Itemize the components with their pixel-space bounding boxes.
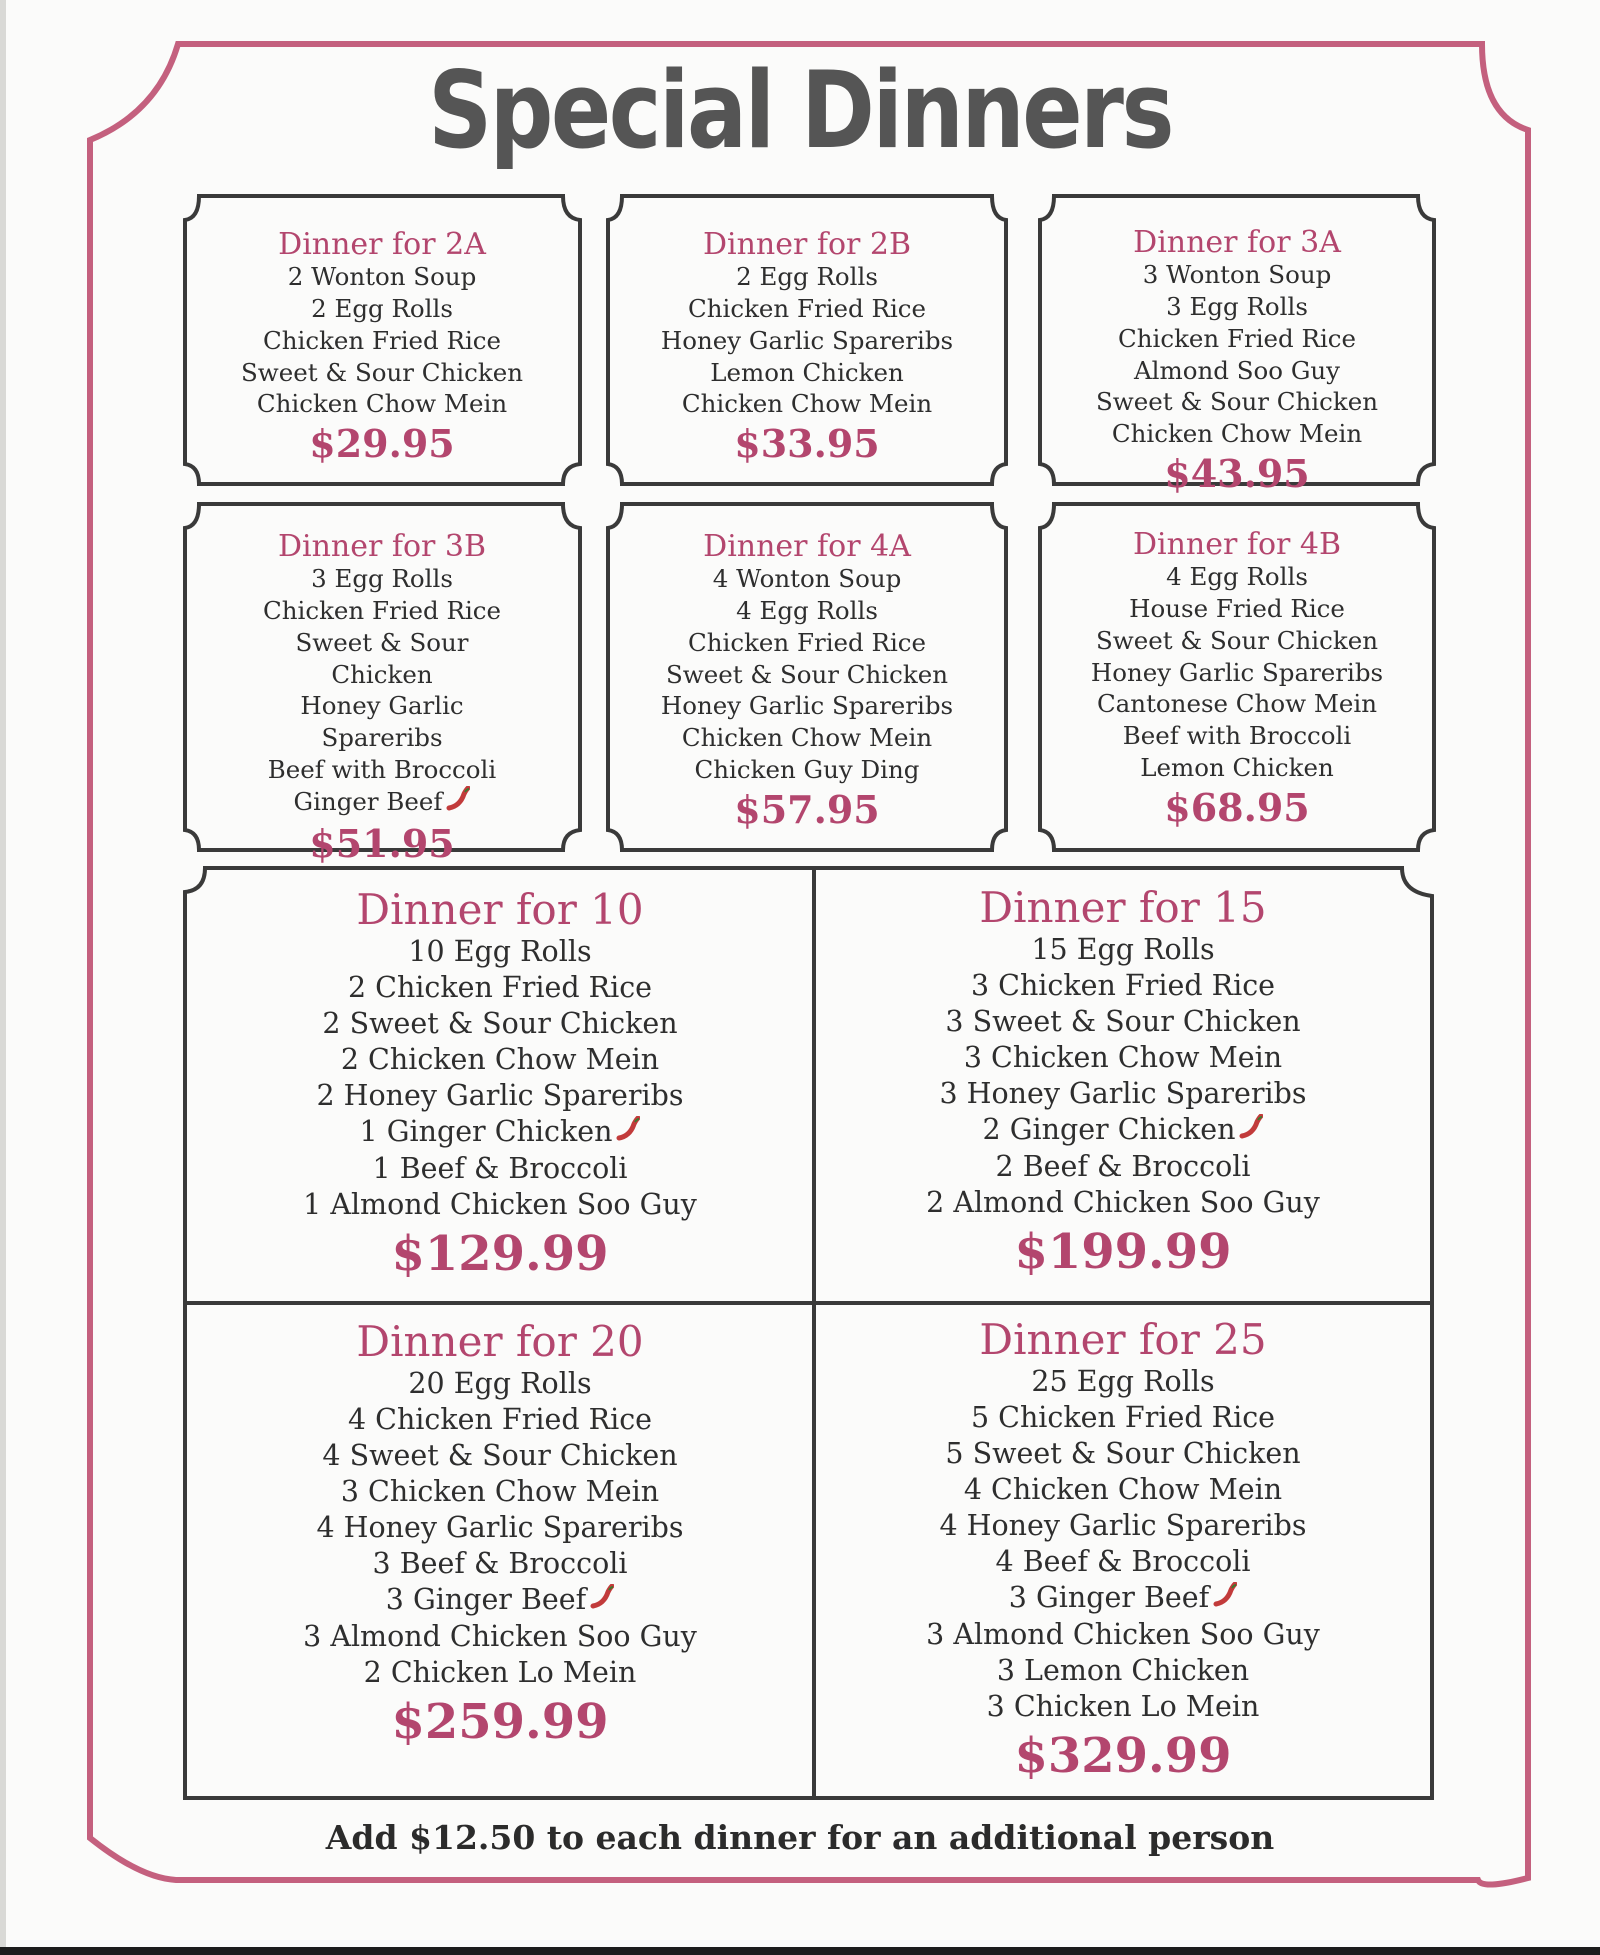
dinner-item-label: Chicken Chow Mein bbox=[681, 723, 933, 753]
dinner-item-label: 3 Almond Chicken Soo Guy bbox=[303, 1620, 697, 1654]
dinner-item-label: Chicken Fried Rice bbox=[687, 627, 926, 657]
dinner-item-label: 25 Egg Rolls bbox=[1031, 1365, 1215, 1399]
dinner-item-label: 3 Sweet & Sour Chicken bbox=[945, 1005, 1301, 1039]
dinner-item-label: Chicken Fried Rice bbox=[262, 325, 501, 355]
dinner-item-label: Ginger Beef bbox=[293, 786, 443, 816]
dinner-item bbox=[612, 388, 1002, 420]
dinner-item bbox=[612, 659, 1002, 691]
dinner-item-label: 2 Wonton Soup bbox=[287, 262, 477, 291]
dinner-item-label: 3 Lemon Chicken bbox=[996, 1654, 1250, 1688]
dinner-card bbox=[188, 530, 576, 868]
dinner-item bbox=[188, 659, 576, 691]
dinner-item-label: 5 Chicken Fried Rice bbox=[970, 1401, 1276, 1435]
dinner-item-label: 2 Egg Rolls bbox=[311, 293, 453, 323]
dinner-item bbox=[190, 1078, 810, 1114]
dinner-item-label: 2 Honey Garlic Spareribs bbox=[316, 1078, 684, 1112]
dinner-price: $199.99 bbox=[1014, 1224, 1232, 1281]
dinner-item bbox=[188, 293, 576, 325]
dinner-item bbox=[1043, 752, 1431, 784]
dinner-card bbox=[190, 1318, 810, 1753]
dinner-item bbox=[1043, 720, 1431, 752]
dinner-item-label: Chicken Fried Rice bbox=[687, 293, 926, 323]
dinner-item-label: Honey Garlic Spareribs bbox=[1090, 657, 1384, 687]
dinner-item-label: 5 Sweet & Sour Chicken bbox=[945, 1437, 1301, 1471]
dinner-item-label: 3 Chicken Chow Mein bbox=[963, 1041, 1283, 1075]
dinner-item bbox=[612, 627, 1002, 659]
dinner-name: Dinner for 2A bbox=[278, 227, 486, 262]
dinner-item-label: 4 Chicken Fried Rice bbox=[347, 1403, 653, 1437]
dinner-name: Dinner for 10 bbox=[356, 885, 644, 934]
dinner-item-label: 3 Chicken Chow Mein bbox=[340, 1475, 660, 1509]
dinner-item bbox=[818, 1689, 1428, 1725]
chili-pepper-icon bbox=[1211, 1581, 1237, 1617]
dinner-item-label: 1 Almond Chicken Soo Guy bbox=[303, 1188, 697, 1222]
chili-pepper-icon bbox=[588, 1583, 614, 1619]
dinner-item bbox=[190, 1655, 810, 1691]
dinner-item-label: 3 Chicken Lo Mein bbox=[986, 1690, 1260, 1723]
dinner-item bbox=[818, 1508, 1428, 1544]
dinner-item bbox=[612, 325, 1002, 357]
dinner-item bbox=[190, 1402, 810, 1438]
dinner-item bbox=[188, 627, 576, 659]
dinner-item bbox=[188, 722, 576, 754]
dinner-item-label: 3 Ginger Beef bbox=[1008, 1580, 1210, 1614]
dinner-item bbox=[1043, 625, 1431, 657]
dinner-item-label: 2 Beef & Broccoli bbox=[995, 1150, 1251, 1184]
page-title: Special Dinners bbox=[428, 49, 1172, 172]
dinner-item-label: Chicken Chow Mein bbox=[256, 389, 508, 419]
dinner-price: $51.95 bbox=[309, 821, 455, 867]
dinner-item bbox=[190, 1619, 810, 1655]
dinner-item bbox=[818, 1040, 1428, 1076]
dinner-item bbox=[190, 1151, 810, 1187]
dinner-name: Dinner for 15 bbox=[979, 883, 1267, 932]
dinner-item-label: Chicken Chow Mein bbox=[1111, 419, 1363, 449]
dinner-item bbox=[190, 1510, 810, 1546]
dinner-item-label: Beef with Broccoli bbox=[1122, 721, 1352, 751]
dinner-item bbox=[818, 1364, 1428, 1400]
dinner-item bbox=[190, 1114, 810, 1151]
dinner-item bbox=[818, 1185, 1428, 1221]
chili-pepper-icon bbox=[614, 1115, 640, 1151]
dinner-item-label: Cantonese Chow Mein bbox=[1096, 689, 1378, 719]
dinner-item-label: Chicken Chow Mein bbox=[681, 389, 933, 419]
dinner-card bbox=[612, 228, 1002, 468]
dinner-item bbox=[188, 690, 576, 722]
dinner-price: $43.95 bbox=[1164, 451, 1310, 497]
dinner-item bbox=[188, 786, 576, 820]
dinner-item bbox=[1043, 355, 1431, 387]
dinner-item-label: Lemon Chicken bbox=[1140, 753, 1334, 783]
dinner-item bbox=[818, 1004, 1428, 1040]
dinner-item-label: Beef with Broccoli bbox=[267, 755, 497, 785]
dinner-item-label: 4 Honey Garlic Spareribs bbox=[316, 1510, 684, 1544]
dinner-name: Dinner for 25 bbox=[979, 1315, 1267, 1364]
dinner-item-label: 4 Egg Rolls bbox=[1166, 562, 1308, 591]
dinner-item bbox=[818, 1149, 1428, 1185]
dinner-price: $129.99 bbox=[391, 1226, 609, 1283]
dinner-item bbox=[818, 1400, 1428, 1436]
dinner-item bbox=[818, 1112, 1428, 1149]
dinner-item bbox=[1043, 386, 1431, 418]
dinner-name: Dinner for 4A bbox=[703, 529, 911, 564]
dinner-item-label: 3 Honey Garlic Spareribs bbox=[939, 1076, 1307, 1110]
dinner-item bbox=[190, 1366, 810, 1402]
dinner-item bbox=[612, 754, 1002, 786]
dinner-item-label: 4 Sweet & Sour Chicken bbox=[322, 1439, 678, 1473]
dinner-item-label: 3 Chicken Fried Rice bbox=[970, 969, 1276, 1003]
dinner-card bbox=[188, 228, 576, 468]
dinner-item bbox=[612, 690, 1002, 722]
dinner-item bbox=[1043, 593, 1431, 625]
dinner-item bbox=[612, 261, 1002, 293]
dinner-name: Dinner for 20 bbox=[356, 1317, 644, 1366]
dinner-item bbox=[818, 1617, 1428, 1653]
dinner-item-label: 1 Beef & Broccoli bbox=[372, 1152, 628, 1186]
dinner-item bbox=[818, 968, 1428, 1004]
dinner-price: $259.99 bbox=[391, 1694, 609, 1750]
dinner-item bbox=[1043, 657, 1431, 689]
dinner-card bbox=[1043, 528, 1431, 831]
dinner-item-label: House Fried Rice bbox=[1129, 593, 1345, 623]
dinner-item-label: Sweet & Sour bbox=[295, 627, 469, 657]
dinner-price: $33.95 bbox=[734, 421, 880, 467]
dinner-item-label: Lemon Chicken bbox=[710, 357, 904, 387]
chili-pepper-icon bbox=[444, 786, 470, 820]
dinner-item-label: Honey Garlic Spareribs bbox=[660, 691, 954, 721]
dinner-item bbox=[190, 1582, 810, 1619]
dinner-item bbox=[1043, 323, 1431, 355]
dinner-price: $68.95 bbox=[1164, 784, 1310, 830]
dinner-item-label: 2 Egg Rolls bbox=[736, 262, 878, 291]
dinner-card bbox=[190, 886, 810, 1285]
dinner-item-label: 2 Almond Chicken Soo Guy bbox=[926, 1186, 1320, 1220]
dinner-item bbox=[188, 754, 576, 786]
dinner-item bbox=[188, 325, 576, 357]
dinner-name: Dinner for 2B bbox=[702, 227, 912, 262]
dinner-item-label: Sweet & Sour Chicken bbox=[1095, 387, 1378, 417]
dinner-item-label: 2 Chicken Chow Mein bbox=[340, 1043, 660, 1077]
dinner-item bbox=[818, 1653, 1428, 1689]
dinner-item bbox=[818, 1544, 1428, 1580]
dinner-item-label: 4 Chicken Chow Mein bbox=[963, 1473, 1283, 1507]
chili-pepper-icon bbox=[1237, 1113, 1263, 1149]
dinner-name: Dinner for 4B bbox=[1132, 527, 1342, 562]
dinner-item-label: 3 Beef & Broccoli bbox=[372, 1546, 628, 1580]
dinner-item-label: 2 Ginger Chicken bbox=[982, 1112, 1236, 1146]
dinner-item-label: Honey Garlic bbox=[300, 691, 464, 721]
dinner-item bbox=[1043, 259, 1431, 291]
dinner-item-label: Chicken Guy Ding bbox=[694, 755, 920, 785]
dinner-item bbox=[190, 934, 810, 970]
dinner-item-label: 4 Beef & Broccoli bbox=[995, 1544, 1251, 1578]
dinner-item-label: Honey Garlic Spareribs bbox=[660, 325, 954, 355]
dinner-item bbox=[818, 1472, 1428, 1508]
dinner-item-label: 20 Egg Rolls bbox=[408, 1367, 592, 1401]
dinner-item-label: Chicken Fried Rice bbox=[1117, 323, 1356, 353]
dinner-price: $57.95 bbox=[734, 786, 880, 832]
additional-person-note: Add $12.50 to each dinner for an additional person bbox=[325, 1818, 1275, 1857]
dinner-name: Dinner for 3A bbox=[1133, 225, 1341, 260]
dinner-price: $329.99 bbox=[1014, 1727, 1232, 1784]
dinner-item bbox=[190, 1042, 810, 1078]
dinner-item-label: 3 Almond Chicken Soo Guy bbox=[926, 1618, 1320, 1652]
dinner-item-label: Spareribs bbox=[321, 723, 443, 753]
dinner-item-label: 15 Egg Rolls bbox=[1031, 933, 1215, 967]
dinner-item bbox=[612, 293, 1002, 325]
dinner-item-label: 3 Ginger Beef bbox=[385, 1582, 587, 1616]
dinner-item-label: 2 Chicken Lo Mein bbox=[363, 1656, 637, 1690]
dinner-item bbox=[1043, 561, 1431, 593]
dinner-item-label: Almond Soo Guy bbox=[1133, 355, 1341, 385]
dinner-price: $29.95 bbox=[309, 421, 455, 467]
dinner-card bbox=[818, 1316, 1428, 1787]
dinner-item bbox=[612, 595, 1002, 627]
dinner-item bbox=[1043, 291, 1431, 323]
dinner-item bbox=[188, 261, 576, 293]
dinner-item bbox=[1043, 688, 1431, 720]
dinner-item-label: 3 Egg Rolls bbox=[1166, 291, 1308, 321]
dinner-item bbox=[190, 1006, 810, 1042]
dinner-item bbox=[818, 1076, 1428, 1112]
dinner-item bbox=[188, 595, 576, 627]
dinner-item-label: 2 Chicken Fried Rice bbox=[347, 971, 653, 1005]
dinner-item-label: Sweet & Sour Chicken bbox=[665, 659, 948, 689]
dinner-item bbox=[1043, 418, 1431, 450]
dinner-item bbox=[818, 1580, 1428, 1617]
dinner-item-label: Chicken bbox=[331, 659, 433, 689]
dinner-item bbox=[190, 970, 810, 1006]
dinner-item-label: 1 Ginger Chicken bbox=[359, 1114, 613, 1148]
dinner-item bbox=[188, 388, 576, 420]
dinner-item bbox=[190, 1438, 810, 1474]
dinner-item-label: 2 Sweet & Sour Chicken bbox=[322, 1007, 678, 1041]
dinner-item-label: 4 Egg Rolls bbox=[736, 595, 878, 625]
dinner-card bbox=[612, 530, 1002, 833]
dinner-item bbox=[190, 1546, 810, 1582]
dinner-card bbox=[818, 884, 1428, 1283]
dinner-item-label: Sweet & Sour Chicken bbox=[1095, 625, 1378, 655]
dinner-item bbox=[188, 357, 576, 389]
dinner-item-label: 10 Egg Rolls bbox=[408, 935, 592, 969]
dinner-card bbox=[1043, 226, 1431, 498]
dinner-item bbox=[612, 722, 1002, 754]
dinner-item-label: Sweet & Sour Chicken bbox=[240, 357, 523, 387]
dinner-item-label: 3 Wonton Soup bbox=[1142, 260, 1332, 289]
dinner-item-label: 3 Egg Rolls bbox=[311, 564, 453, 593]
dinner-item bbox=[188, 563, 576, 595]
dinner-name: Dinner for 3B bbox=[277, 529, 487, 564]
dinner-item bbox=[612, 357, 1002, 389]
dinner-item bbox=[190, 1187, 810, 1223]
dinner-item bbox=[818, 1436, 1428, 1472]
dinner-item-label: 4 Honey Garlic Spareribs bbox=[939, 1508, 1307, 1542]
dinner-item bbox=[612, 563, 1002, 595]
dinner-item-label: 4 Wonton Soup bbox=[712, 564, 902, 593]
dinner-item-label: Chicken Fried Rice bbox=[262, 595, 501, 625]
dinner-item bbox=[818, 932, 1428, 968]
dinner-item bbox=[190, 1474, 810, 1510]
